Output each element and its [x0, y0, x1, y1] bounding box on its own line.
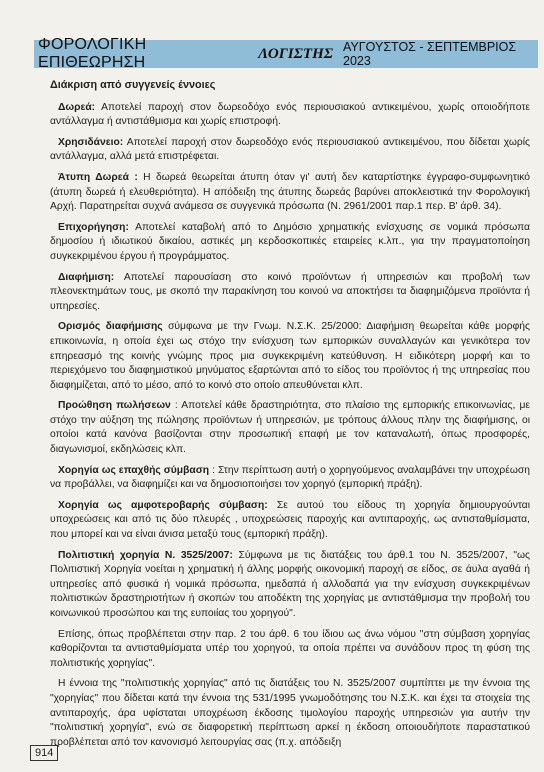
header-brand: ΛΟΓΙΣΤΗΣ — [258, 45, 334, 62]
paragraph — [50, 221, 530, 265]
paragraph — [50, 677, 530, 750]
paragraph-text: Αποτελεί παροχή στον δωρεοδόχο ενός περιουσιακού αντικειμένου, χωρίς οποιοδήποτε αντάλλαγμα ή αντιστάθμισμα και χωρίς επιστροφή. — [50, 101, 530, 128]
header-issue: ΑΥΓΟΥΣΤΟΣ - ΣΕΠΤΕΜΒΡΙΟΣ 2023 — [343, 40, 517, 68]
paragraph-text: Αποτελεί παρουσίαση στο κοινό προϊόντων ή υπηρεσιών και προβολή των πλεονεκτημάτων τους, με σκοπό την παρακίνηση του κοινού να αποκτήσει τα διαφημιζόμενα προϊόντα ή υπηρεσίες. — [50, 271, 530, 312]
paragraph — [50, 399, 530, 457]
paragraph — [50, 271, 530, 315]
paragraph-term: Δωρεά: — [58, 101, 96, 113]
page-number: 914 — [30, 745, 58, 761]
paragraph — [50, 499, 530, 543]
paragraph-text: σύμφωνα με την Γνωμ. Ν.Σ.Κ. 25/2000: Διαφήμιση θεωρείται κάθε μορφής επικοινωνία, η οποία έχει ως στόχο την ενίσχυση των εμπορικών συναλλαγών και γενικότερα τον επηρεασμό της κοινής γνώμης προς μια συγκεκριμένη κατεύθυνση. Η ειδικότερη μορφή και το περιεχόμενο του διαφημιστικού μηνύματος εξαρτώνται από το είδος του προϊόντος ή της υπηρεσίας που διαφημίζεται, από το μέσο, από το κοινό στο οποίο απευθύνεται κλπ. — [50, 321, 531, 391]
section-title: Διάκριση από συγγενείς έννοιες — [50, 79, 216, 91]
paragraph-text: Αποτελεί παροχή στον δωρεοδόχο ενός περιουσιακού αντικειμένου, που δίδεται χωρίς αντάλλαγμα, αλλά μετά επιστρέφεται. — [50, 136, 530, 163]
paragraph — [50, 171, 530, 215]
paragraph-term: Άτυπη Δωρεά : — [58, 171, 138, 183]
paragraph-text: Αποτελεί καταβολή από το Δημόσιο χρηματικής ενίσχυσης σε νομικά πρόσωπα δημοσίου ή ιδιωτικού δικαίου, αστικές μη κερδοσκοπικές εταιρείες κ.λπ., για την πραγματοποίηση συγκεκριμένου έργου ή προγράμματος. — [50, 221, 530, 262]
paragraph-text: Σύμφωνα με τις διατάξεις του άρθ.1 του Ν. 3525/2007, "ως Πολιτιστική Χορηγία νοείται η χρηματική ή άλλης μορφής οικονομική παροχή σε είδος, σε άυλα αγαθά ή υπηρεσίες από φυσικά ή νομικά πρόσωπα, ημεδαπά ή αλλοδαπά για την ενίσχυση συγκεκριμένων πολιτιστικών δραστηριοτήτων ή σκοπών του αποδέκτη της χορηγίας με αντιστάθμισμα την προβολή του κοινωνικού προσώπου και της ευποιίας του χορηγού". — [50, 549, 530, 619]
article-body — [50, 76, 530, 756]
header-title: ΦΟΡΟΛΟΓΙΚΗ ΕΠΙΘΕΩΡΗΣΗ — [38, 36, 147, 71]
page-header — [34, 36, 538, 71]
paragraph — [50, 101, 530, 130]
paragraph — [50, 628, 530, 672]
paragraph — [50, 464, 530, 493]
paragraph-text: : Αποτελεί κάθε δραστηριότητα, στο πλαίσιο της εμπορικής επικοινωνίας, με στόχο την αύξηση της πώλησης προϊόντων ή υπηρεσιών, με τρόπους άλλους πλην της διαφήμισης, οι οποίοι κατά κανόνα βασίζονται στην προσωπική επαφή με τον καταναλωτή, όπως προσφορές, διαγωνισμοί, εκδηλώσεις κλπ. — [50, 400, 530, 456]
paragraph-term: Χρησιδάνειο: — [58, 136, 124, 148]
paragraph-term: Χορηγία ως αμφοτεροβαρής σύμβαση: — [58, 499, 268, 511]
paragraph-term: Ορισμός διαφήμισης — [58, 321, 163, 333]
paragraph-text: : Στην περίπτωση αυτή ο χορηγούμενος αναλαμβάνει την υποχρέωση να προβάλλει, να διαφημίζει και να δημοσιοποιήσει τον χορηγό (εμπορική πράξη). — [50, 464, 530, 491]
paragraph-term: Διαφήμιση: — [58, 271, 115, 283]
paragraph-text: Σε αυτού του είδους τη χορηγία δημιουργούνται υποχρεώσεις και από τις δύο πλευρές , υποχρεώσεις παροχής και αντιπαροχής, ως αντισταθμίσματα, που μπορεί και να είναι άνισα μεταξύ τους (εμπορική πράξη). — [50, 499, 530, 541]
paragraph — [50, 549, 530, 622]
paragraph-text: Η δωρεά θεωρείται άτυπη όταν γι' αυτή δεν καταρτίστηκε έγγραφο-συμφωνητικό (άτυπη δωρεά ή ελευθεριότητα). Η απόδειξη της άτυπης δωρεάς βαρύνει αποκλειστικά την Φορολογική Αρχή. Παρατηρείται συχνά ανάμεσα σε συγγενικά πρόσωπα (Ν. 2961/2001 παρ.1 περ. Β' άρθ. 34). — [50, 171, 530, 213]
paragraph-text: Επίσης, όπως προβλέπεται στην παρ. 2 του άρθ. 6 του ίδιου ως άνω νόμου "στη σύμβαση χορηγίας καθορίζονται τα αντισταθμίσματα υπέρ του χορηγού, τα οποία πρέπει να συνάδουν προς τη φύση της πολιτιστικής χορηγίας". — [50, 628, 530, 669]
paragraph — [50, 320, 530, 393]
paragraph-term: Προώθηση πωλήσεων — [58, 400, 171, 412]
paragraph-text: Η έννοια της "πολιτιστικής χορηγίας" από τις διατάξεις του Ν. 3525/2007 συμπίπτει με την έννοια της "χορηγίας" που δίδεται κατά την έννοια της 531/1995 γνωμοδότησης του Ν.Σ.Κ. και έχει τα στοιχεία της αντιπαροχής, άρα υφίσταται υποχρέωση έκδοσης τιμολογίου παροχής υπηρεσιών για αυτήν την "πολιτιστική χορηγία", ενώ σε διαφορετική περίπτωση αρκεί η έκδοση οποιουδήποτε παραστατικού προβλέπεται από τον κανονισμό λειτουργίας σας (π.χ. απόδειξη — [50, 678, 530, 748]
paragraph-term: Επιχορήγηση: — [58, 221, 129, 233]
paragraph — [50, 136, 530, 165]
paragraph-term: Χορηγία ως επαχθής σύμβαση — [58, 464, 210, 476]
paragraph-term: Πολιτιστική χορηγία Ν. 3525/2007: — [58, 549, 233, 561]
